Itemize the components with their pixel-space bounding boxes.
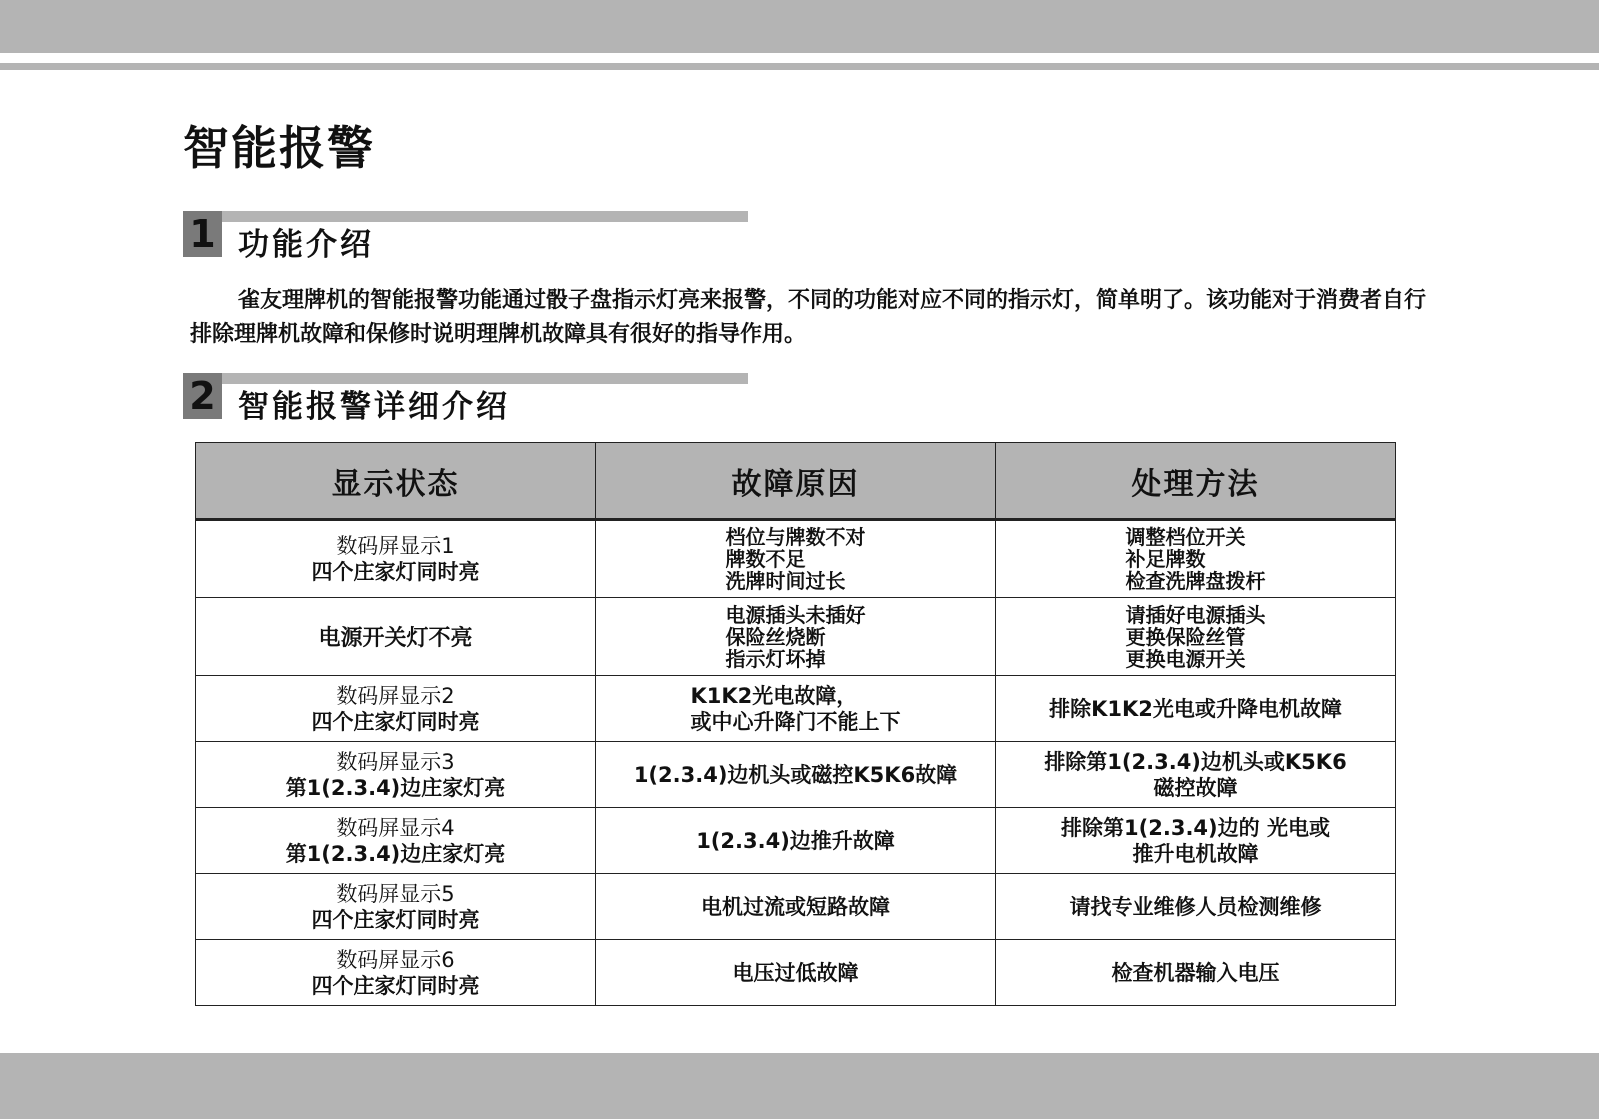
cause-item: 1(2.3.4)边推升故障: [696, 828, 895, 853]
cause-item: 档位与牌数不对: [725, 525, 866, 549]
section-1-number: 1: [183, 211, 222, 257]
table-row: [196, 520, 1396, 598]
cause-item: 电机过流或短路故障: [701, 894, 890, 919]
fix-cell: [996, 520, 1396, 598]
table-row: [196, 940, 1396, 1006]
status-display: 数码屏显示5: [336, 881, 455, 906]
fix-item: 检查洗牌盘拨杆: [1125, 569, 1266, 593]
section-2-number: 2: [183, 373, 222, 419]
fix-item: 更换电源开关: [1125, 646, 1246, 671]
cause-cell: [596, 874, 996, 940]
cause-item: 或中心升降门不能上下: [690, 709, 901, 734]
fix-cell: [996, 742, 1396, 808]
cause-item: 保险丝烧断: [725, 624, 826, 649]
header-display-status: 显示状态: [196, 443, 596, 520]
top-gray-band: [0, 0, 1599, 53]
cause-cell: [596, 808, 996, 874]
cause-item: 1(2.3.4)边机头或磁控K5K6故障: [633, 762, 958, 787]
cause-item: 牌数不足: [725, 547, 806, 571]
fix-cell: [996, 940, 1396, 1006]
status-cell: [196, 874, 596, 940]
status-light: 第1(2.3.4)边庄家灯亮: [285, 775, 506, 800]
cause-cell: [596, 742, 996, 808]
cause-cell: [596, 676, 996, 742]
table-row: [196, 742, 1396, 808]
cause-item: 指示灯坏掉: [725, 646, 826, 671]
status-light: 四个庄家灯同时亮: [311, 907, 480, 932]
status-light: 第1(2.3.4)边庄家灯亮: [285, 841, 506, 866]
section-2-header: [183, 373, 748, 425]
fix-item: 请插好电源插头: [1125, 602, 1266, 627]
status-display: 数码屏显示6: [336, 947, 455, 972]
table-header-row: [196, 443, 1396, 520]
cause-item: K1K2光电故障，: [690, 683, 858, 708]
status-light: 电源开关灯不亮: [318, 626, 473, 651]
cause-cell: [596, 598, 996, 676]
table-row: [196, 676, 1396, 742]
status-display: 数码屏显示3: [336, 749, 455, 774]
fix-item: 排除第1(2.3.4)边的 光电或: [1061, 815, 1330, 840]
bottom-gray-band: [0, 1053, 1599, 1119]
page-title: 智能报警: [183, 121, 375, 175]
fix-cell: [996, 598, 1396, 676]
cause-item: 洗牌时间过长: [725, 569, 846, 593]
fix-item: 调整档位开关: [1125, 525, 1246, 549]
fix-item: 排除K1K2光电或升降电机故障: [1049, 696, 1342, 721]
status-light: 四个庄家灯同时亮: [311, 560, 480, 584]
fix-item: 磁控故障: [1153, 775, 1238, 800]
status-cell: [196, 742, 596, 808]
header-fault-cause: 故障原因: [596, 443, 996, 520]
status-cell: [196, 676, 596, 742]
table-row: [196, 598, 1396, 676]
fix-cell: [996, 874, 1396, 940]
fix-item: 请找专业维修人员检测维修: [1069, 894, 1322, 919]
table-row: [196, 874, 1396, 940]
section-2-title: 智能报警详细介绍: [238, 389, 510, 425]
status-cell: [196, 808, 596, 874]
cause-item: 电压过低故障: [732, 960, 859, 985]
fix-item: 推升电机故障: [1132, 841, 1259, 866]
status-cell: [196, 520, 596, 598]
fix-cell: [996, 676, 1396, 742]
fix-item: 补足牌数: [1125, 547, 1206, 571]
status-light: 四个庄家灯同时亮: [311, 709, 480, 734]
fix-item: 检查机器输入电压: [1111, 960, 1280, 985]
header-solution: 处理方法: [996, 443, 1396, 520]
alarm-table: [195, 442, 1396, 1006]
status-cell: [196, 940, 596, 1006]
section-1-title: 功能介绍: [238, 227, 374, 263]
intro-paragraph: 雀友理牌机的智能报警功能通过骰子盘指示灯亮来报警，不同的功能对应不同的指示灯，简单明了。该功能对于消费者自行排除理牌机故障和保修时说明理牌机故障具有很好的指导作用。: [190, 288, 1427, 347]
status-cell: [196, 598, 596, 676]
fix-cell: [996, 808, 1396, 874]
cause-cell: [596, 940, 996, 1006]
section-1-header: [183, 211, 748, 263]
status-display: 数码屏显示4: [336, 815, 455, 840]
cause-item: 电源插头未插好: [725, 602, 866, 627]
fix-item: 更换保险丝管: [1125, 624, 1246, 649]
cause-cell: [596, 520, 996, 598]
top-gray-rule: [0, 63, 1599, 70]
status-light: 四个庄家灯同时亮: [311, 973, 480, 998]
table-row: [196, 808, 1396, 874]
status-display: 数码屏显示1: [336, 534, 455, 558]
fix-item: 排除第1(2.3.4)边机头或K5K6: [1044, 749, 1347, 774]
status-display: 数码屏显示2: [336, 683, 455, 708]
